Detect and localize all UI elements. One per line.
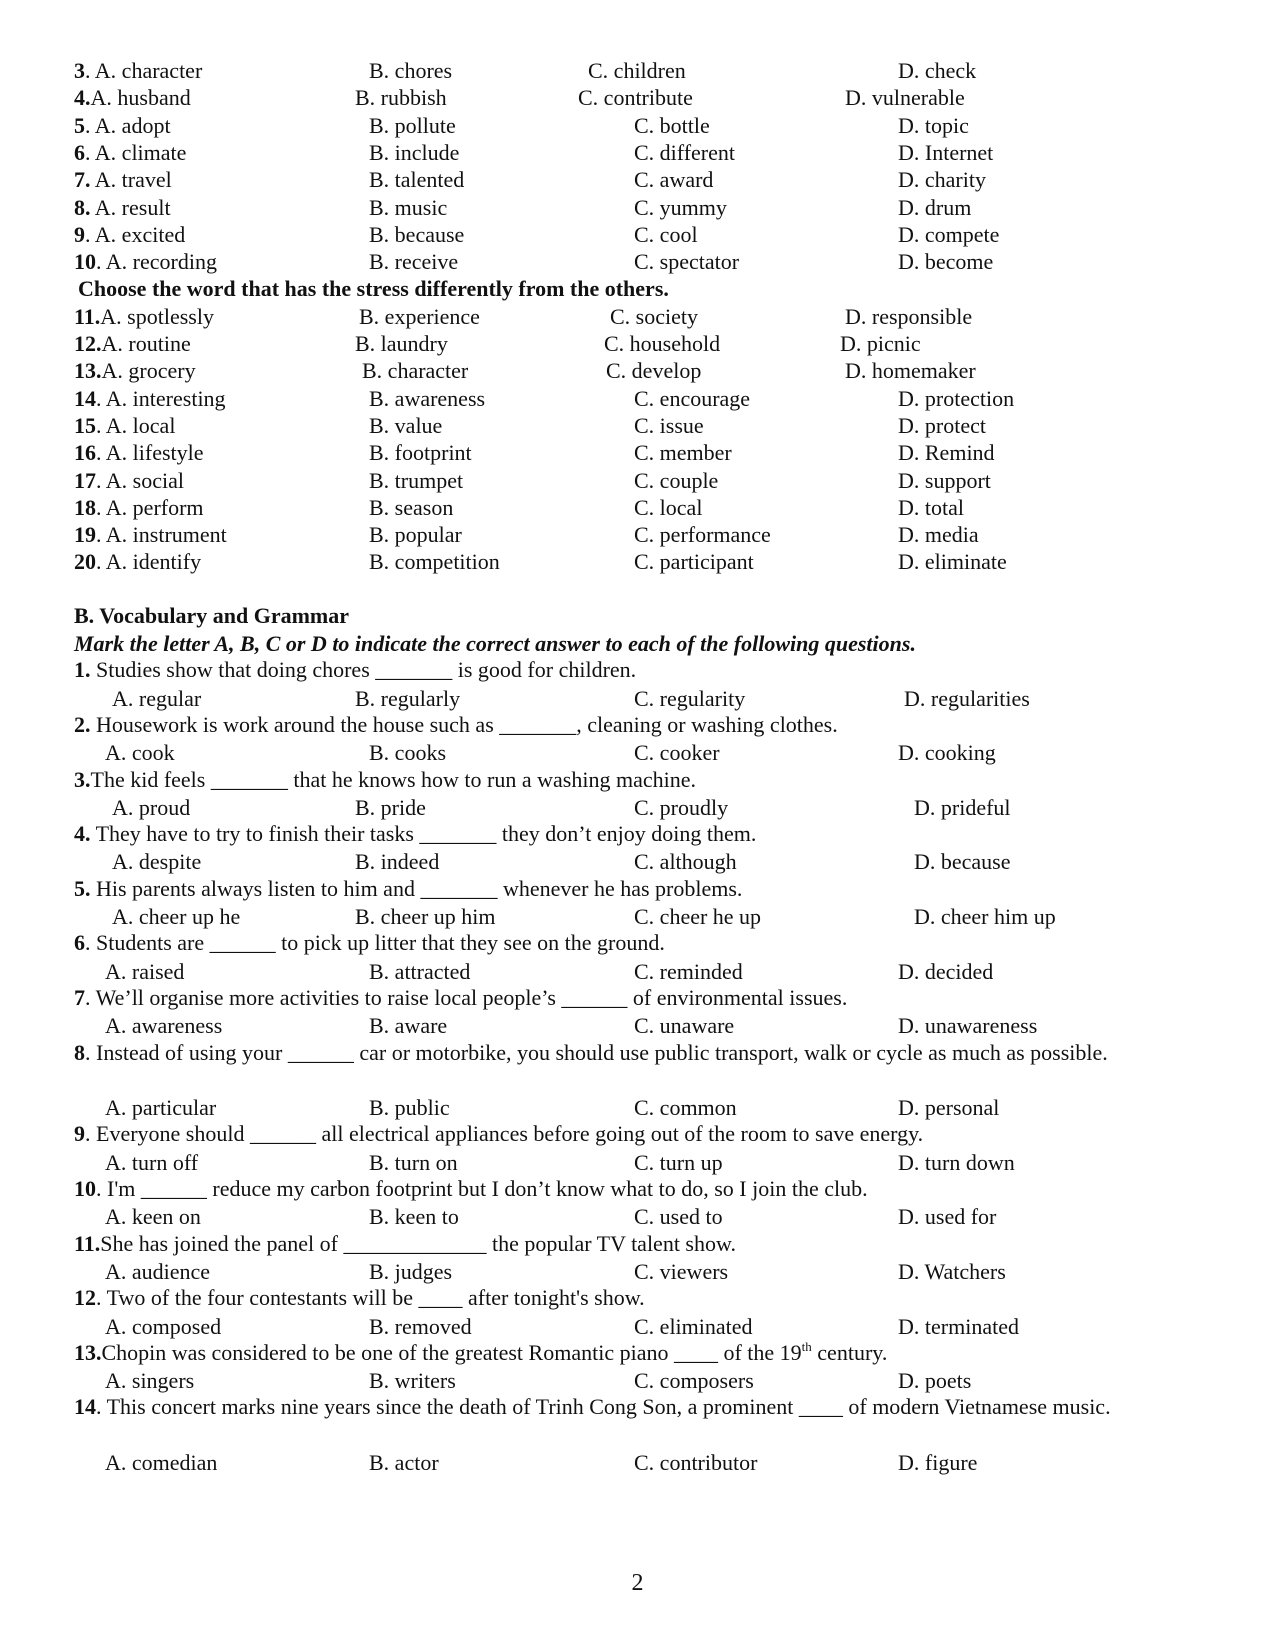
question-stem [74,711,1194,740]
option-a: A. regular [112,685,202,711]
option-c: C. proudly [634,794,729,820]
question-text: . I'm ______ reduce my carbon footprint but I don’t know what to do, so I join the club. [96,1176,868,1201]
superscript: th [801,1338,812,1354]
option-row [0,793,1275,822]
question-line [74,247,217,276]
separator: . [96,385,106,411]
separator: . [96,440,106,466]
separator: . [85,112,95,138]
option-b: B. pride [355,794,426,820]
option-b: B. cooks [369,740,446,766]
question-number: 15 [74,412,96,438]
question-line [74,83,191,112]
option-c: C. used to [634,1204,723,1230]
question-line [74,356,196,385]
option-a: A. cheer up he [112,904,241,929]
option-a: A. routine [101,331,191,356]
option-b: B. music [369,194,448,220]
option-b: B. footprint [369,440,472,466]
option-a: A. instrument [105,522,227,548]
separator: . [85,58,95,83]
question-line [74,547,201,576]
option-b: B. cheer up him [355,904,496,929]
option-b: B. attracted [369,958,471,984]
option-b: B. removed [369,1313,472,1339]
option-b: B. because [369,221,465,247]
option-row [0,329,1275,358]
option-row [0,411,1275,440]
question-number: 19 [74,522,96,548]
option-d: D. support [898,467,991,493]
question-number: 14 [74,1394,96,1420]
question-stem [74,1284,1194,1313]
question-number: 3. [74,766,91,792]
question-stem [74,1120,1194,1149]
option-row [0,438,1275,467]
option-row [0,1257,1275,1286]
option-b: B. trumpet [369,467,464,493]
option-c: C. common [634,1095,737,1121]
option-c: C. cool [634,221,698,247]
option-b: B. keen to [369,1204,459,1230]
separator: . [96,412,106,438]
option-a: A. social [105,467,184,493]
option-a: A. awareness [105,1013,223,1039]
question-stem [74,875,1194,904]
question-number: 11. [74,303,101,329]
option-row [0,1366,1275,1395]
question-text: His parents always listen to him and _______ whenever he has problems. [90,875,743,901]
stress-instruction: Choose the word that has the stress differently from the others. [78,276,669,302]
option-row [0,1202,1275,1231]
option-d: D. compete [898,221,1000,247]
option-d: D. drum [898,194,972,220]
question-number: 5. [74,875,91,901]
option-c: C. society [610,303,698,329]
option-b: B. popular [369,522,462,548]
question-stem [74,1339,1194,1368]
option-d: D. Remind [898,440,995,466]
option-c: C. composers [634,1368,754,1394]
option-d: D. regularities [904,685,1030,711]
option-b: B. public [369,1095,450,1121]
option-d: D. responsible [845,303,973,329]
option-c: C. spectator [634,249,740,275]
option-a: A. audience [105,1258,211,1284]
option-c: C. bottle [634,112,710,138]
question-line [74,302,214,331]
question-line [74,329,191,358]
question-stem [74,1230,1194,1259]
question-number: 6 [74,139,85,165]
question-text: Chopin was considered to be one of the greatest Romantic piano ____ of the 19 [101,1339,802,1365]
question-number: 7 [74,984,85,1010]
option-row [0,302,1275,331]
option-a: A. adopt [94,112,171,138]
question-number: 14 [74,385,96,411]
option-row [0,493,1275,522]
option-d: D. total [898,494,964,520]
option-a: A. climate [94,139,187,165]
question-number: 17 [74,467,96,493]
option-d: D. terminated [898,1313,1019,1339]
option-d: D. used for [898,1204,997,1230]
question-number: 8. [74,194,91,220]
separator: . [85,221,95,247]
option-c: C. local [634,494,703,520]
option-a: A. lifestyle [105,440,204,466]
separator: . [85,139,95,165]
option-row [0,520,1275,549]
option-d: D. homemaker [845,358,976,384]
option-row [0,1148,1275,1177]
option-c: C. although [634,849,737,875]
option-c: C. yummy [634,194,727,220]
option-c: C. couple [634,467,719,493]
option-a: A. keen on [105,1204,201,1230]
option-d: D. protect [898,412,986,438]
question-line [74,111,171,140]
separator: . [96,467,106,493]
question-number: 7. [74,167,91,193]
section-title: B. Vocabulary and Grammar [74,603,350,628]
option-a: A. character [94,58,203,83]
option-row [0,56,1275,85]
question-text: The kid feels _______ that he knows how to run a washing machine. [90,766,696,792]
question-line [74,384,226,413]
option-b: B. writers [369,1368,456,1394]
option-row [0,1448,1275,1477]
question-text: . Everyone should ______ all electrical appliances before going out of the room to save energy. [85,1121,924,1147]
option-row [0,165,1275,194]
option-row [0,957,1275,986]
question-stem [74,766,1194,795]
question-text-after: century. [811,1339,888,1365]
question-stem [74,656,1194,685]
option-row [0,111,1275,140]
option-a: A. interesting [105,385,226,411]
option-d: D. prideful [914,794,1011,820]
option-b: B. awareness [369,385,486,411]
option-row [0,83,1275,112]
option-a: A. recording [105,249,217,275]
option-row [0,193,1275,222]
question-number: 5 [74,112,85,138]
option-b: B. rubbish [355,85,447,111]
option-b: B. season [369,494,454,520]
option-d: D. vulnerable [845,85,965,111]
page-number: 2 [631,1570,644,1596]
option-row [0,902,1275,931]
question-number: 18 [74,494,96,520]
question-number: 9 [74,1121,85,1147]
option-row [0,1093,1275,1122]
question-number: 16 [74,440,96,466]
option-b: B. indeed [355,849,440,875]
question-text: . Two of the four contestants will be ____ after tonight's show. [96,1285,645,1311]
option-d: D. poets [898,1368,972,1394]
option-a: A. excited [94,221,186,247]
option-b: B. aware [369,1013,448,1039]
question-line [74,466,184,495]
question-number: 8 [74,1039,85,1065]
option-row [0,220,1275,249]
option-d: D. cheer him up [914,904,1056,929]
option-d: D. unawareness [898,1013,1038,1039]
option-a: A. comedian [105,1450,218,1475]
question-number: 2. [74,711,91,737]
option-row [0,547,1275,576]
option-a: A. turn off [105,1149,199,1175]
option-d: D. Internet [898,139,994,165]
question-text: They have to try to finish their tasks _______ they don’t enjoy doing them. [90,821,757,847]
option-c: C. children [588,58,686,83]
question-stem [74,929,1194,958]
section-instruction: Mark the letter A, B, C or D to indicate the correct answer to each of the following questions. [74,631,916,656]
option-row [0,466,1275,495]
question-number: 10 [74,1176,96,1201]
option-c: C. cooker [634,740,720,766]
option-d: D. Watchers [898,1258,1006,1284]
option-b: B. pollute [369,112,456,138]
option-a: A. raised [105,958,185,984]
option-b: B. actor [369,1450,439,1475]
question-number: 4. [74,85,91,111]
option-d: D. protection [898,385,1015,411]
option-d: D. eliminate [898,549,1007,575]
option-a: A. composed [105,1313,222,1339]
option-row [0,1312,1275,1341]
question-number: 10 [74,249,96,275]
question-text: . Students are ______ to pick up litter that they see on the ground. [85,930,665,956]
option-d: D. become [898,249,994,275]
question-line [74,220,185,249]
option-b: B. experience [359,303,480,329]
option-d: D. figure [898,1450,978,1475]
option-c: C. different [634,139,736,165]
option-d: D. media [898,522,979,548]
option-row [0,384,1275,413]
question-line [74,165,172,194]
option-a: A. result [94,194,171,220]
option-a: A. grocery [101,358,196,384]
option-b: B. talented [369,167,465,193]
question-stem [74,1393,1194,1422]
option-a: A. particular [105,1095,217,1121]
option-d: D. turn down [898,1149,1015,1175]
option-c: C. issue [634,412,704,438]
question-line [74,138,186,167]
option-c: C. contribute [578,85,693,111]
option-c: C. household [604,331,721,356]
option-b: B. value [369,412,443,438]
option-b: B. include [369,139,460,165]
option-b: B. chores [369,58,453,83]
question-text: . We’ll organise more activities to raise local people’s ______ of environmental issues. [85,984,848,1010]
option-row [0,738,1275,767]
option-b: B. competition [369,549,500,575]
option-d: D. check [898,58,977,83]
option-a: A. husband [90,85,191,111]
question-text: Housework is work around the house such as _______, cleaning or washing clothes. [90,711,838,737]
option-row [0,356,1275,385]
option-row [0,1011,1275,1040]
option-c: C. member [634,440,732,466]
option-a: A. spotlessly [100,303,214,329]
option-a: A. despite [112,849,202,875]
option-c: C. performance [634,522,771,548]
option-d: D. topic [898,112,969,138]
question-number: 12. [74,331,102,356]
option-c: C. encourage [634,385,751,411]
question-number: 13. [74,358,102,384]
question-number: 3 [74,58,85,83]
option-c: C. participant [634,549,754,575]
option-b: B. regularly [355,685,461,711]
option-row [0,138,1275,167]
option-d: D. decided [898,958,994,984]
option-a: A. perform [105,494,204,520]
option-a: A. local [105,412,176,438]
option-a: A. travel [94,167,172,193]
separator: . [96,549,106,575]
option-b: B. judges [369,1258,453,1284]
question-number: 12 [74,1285,96,1311]
option-b: B. receive [369,249,459,275]
question-text: . This concert marks nine years since the death of Trinh Cong Son, a prominent ____ of modern Vietnamese music. [96,1394,1111,1420]
separator: . [96,494,106,520]
question-number: 13. [74,1339,102,1365]
question-stem [74,984,1194,1013]
option-b: B. turn on [369,1149,458,1175]
question-line [74,438,204,467]
question-number: 1. [74,657,91,683]
option-row [0,247,1275,276]
question-text: Studies show that doing chores _______ is good for children. [90,657,637,683]
option-c: C. reminded [634,958,743,984]
option-a: A. identify [105,549,202,575]
question-line [74,411,175,440]
question-stem [74,1175,1194,1204]
option-a: A. proud [112,794,191,820]
option-c: C. regularity [634,685,746,711]
option-b: B. character [362,358,469,384]
question-number: 9 [74,221,85,247]
question-number: 4. [74,821,91,847]
option-c: C. contributor [634,1450,758,1475]
option-d: D. because [914,849,1011,875]
question-text: . Instead of using your ______ car or motorbike, you should use public transport, walk or cycle as much as possible. [85,1039,1108,1065]
question-number: 6 [74,930,85,956]
question-number: 11. [74,1230,101,1256]
option-a: A. singers [105,1368,195,1394]
option-d: D. cooking [898,740,996,766]
option-row [0,847,1275,876]
option-d: D. personal [898,1095,1000,1121]
option-c: C. viewers [634,1258,729,1284]
question-text: She has joined the panel of _____________ the popular TV talent show. [100,1230,736,1256]
option-a: A. cook [105,740,175,766]
option-c: C. cheer he up [634,904,762,929]
question-stem [74,1039,1194,1068]
question-line [74,56,202,85]
option-row [0,684,1275,713]
option-c: C. award [634,167,714,193]
option-c: C. turn up [634,1149,723,1175]
option-d: D. picnic [840,331,921,356]
option-d: D. charity [898,167,986,193]
option-c: C. develop [606,358,702,384]
question-stem [74,820,1194,849]
question-line [74,493,204,522]
question-line [74,193,171,222]
question-line [74,520,227,549]
option-b: B. laundry [355,331,448,356]
separator: . [96,522,106,548]
separator: . [96,249,106,275]
question-number: 20 [74,549,96,575]
option-c: C. eliminated [634,1313,753,1339]
option-c: C. unaware [634,1013,735,1039]
